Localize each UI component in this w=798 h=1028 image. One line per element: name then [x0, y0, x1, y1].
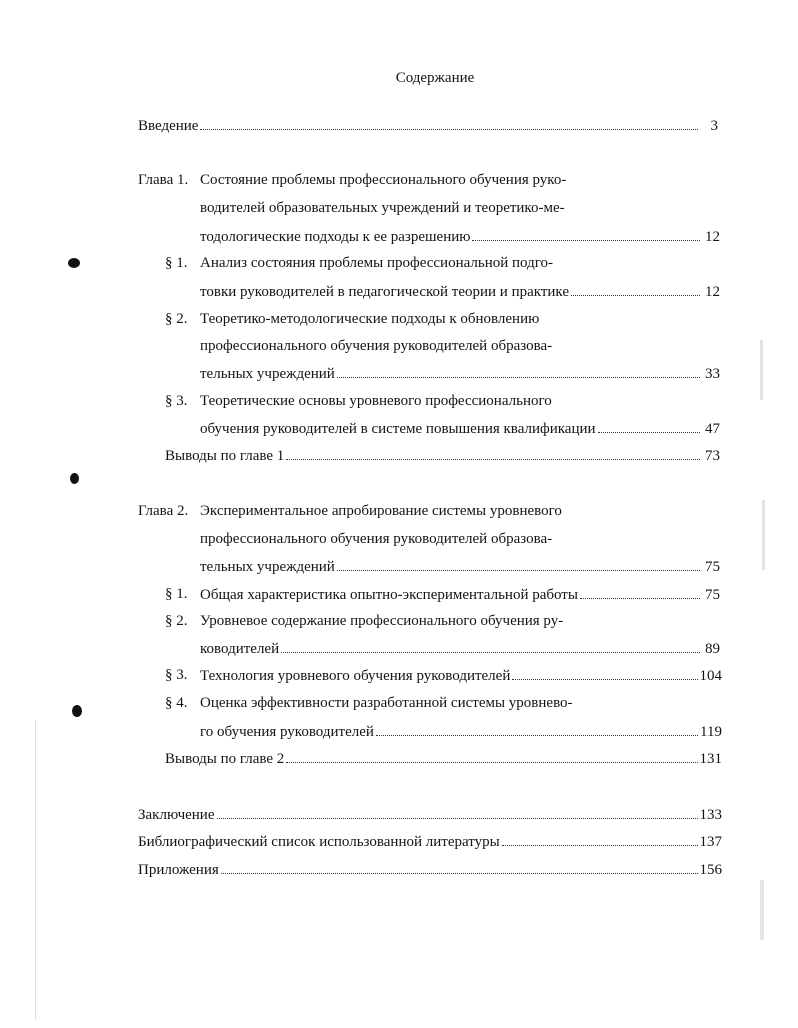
- section-title-line: Общая характеристика опытно-экспериментальной работы: [200, 587, 578, 603]
- leader-dots: [217, 804, 698, 819]
- toc-entry-page: 89: [705, 641, 720, 657]
- chapter-title-line: тодологические подходы к ее разрешению: [200, 229, 471, 245]
- toc-entry-conclusion: [165, 445, 720, 465]
- toc-entry-intro: [138, 115, 718, 135]
- leader-dots: [200, 115, 698, 130]
- section-number: § 1.: [165, 586, 188, 602]
- section-title-line: Анализ состояния проблемы профессиональной подго-: [200, 255, 554, 271]
- leader-dots: [598, 418, 700, 433]
- leader-dots: [472, 226, 700, 241]
- toc-entry-section: [200, 363, 720, 383]
- section-number: § 2.: [165, 311, 188, 327]
- section-number: § 3.: [165, 393, 188, 409]
- section-title-line: Технология уровневого обучения руководителей: [200, 668, 511, 684]
- chapter-title-line: водителей образовательных учреждений и теоретико-ме-: [200, 200, 565, 216]
- toc-entry-conclusion: [165, 748, 722, 768]
- toc-entry-text: Выводы по главе 1: [165, 448, 285, 464]
- scan-noise: [762, 500, 765, 570]
- section-number: § 3.: [165, 667, 188, 683]
- page-title: Содержание: [395, 70, 475, 86]
- ink-blot: [68, 258, 80, 268]
- toc-entry-text: Выводы по главе 2: [165, 751, 285, 767]
- toc-entry-section: [200, 418, 720, 438]
- toc-entry-section: [200, 584, 720, 604]
- toc-entry-section: [200, 281, 720, 301]
- toc-entry-appendix: [138, 859, 722, 879]
- ink-blot: [72, 705, 82, 717]
- toc-entry-section: [200, 638, 720, 658]
- toc-entry-page: 75: [705, 559, 720, 575]
- section-number: § 2.: [165, 613, 188, 629]
- toc-entry-text: Библиографический список использованной литературы: [138, 834, 500, 850]
- toc-entry-section: [200, 665, 722, 685]
- leader-dots: [512, 665, 697, 680]
- toc-entry-text: Заключение: [138, 807, 215, 823]
- toc-entry-page: 33: [705, 366, 720, 382]
- section-title-line: обучения руководителей в системе повышения квалификации: [200, 421, 596, 437]
- toc-entry-page: 47: [705, 421, 720, 437]
- section-title-line: Оценка эффективности разработанной системы уровнево-: [200, 695, 573, 711]
- toc-entry-text: Введение: [138, 118, 199, 134]
- section-title-line: товки руководителей в педагогической теории и практике: [200, 284, 570, 300]
- toc-entry-page: 3: [710, 118, 718, 134]
- toc-entry-page: 131: [699, 751, 722, 767]
- toc-entry-page: 104: [699, 668, 722, 684]
- chapter-title-line: Состояние проблемы профессионального обучения руко-: [200, 172, 567, 188]
- leader-dots: [286, 748, 697, 763]
- ink-blot: [70, 473, 79, 484]
- leader-dots: [502, 831, 698, 846]
- toc-entry-page: 12: [705, 284, 720, 300]
- section-title-line: Теоретические основы уровневого профессионального: [200, 393, 552, 409]
- section-title-line: тельных учреждений: [200, 366, 335, 382]
- toc-entry-bibliography: [138, 831, 722, 851]
- toc-entry-page: 73: [705, 448, 720, 464]
- toc-entry-section: [200, 721, 722, 741]
- leader-dots: [221, 859, 698, 874]
- chapter-number: Глава 2.: [138, 503, 189, 519]
- toc-entry-page: 75: [705, 587, 720, 603]
- toc-entry-text: Приложения: [138, 862, 219, 878]
- chapter-number: Глава 1.: [138, 172, 189, 188]
- leader-dots: [571, 281, 700, 296]
- toc-entry-chapter1: [200, 226, 720, 246]
- toc-entry-page: 12: [705, 229, 720, 245]
- leader-dots: [337, 556, 700, 571]
- scan-noise: [760, 880, 764, 940]
- section-title-line: Теоретико-методологические подходы к обновлению: [200, 311, 540, 327]
- toc-entry-closing: [138, 804, 722, 824]
- toc-entry-page: 119: [700, 724, 722, 740]
- toc-entry-chapter2: [200, 556, 720, 576]
- leader-dots: [580, 584, 700, 599]
- chapter-title-line: профессионального обучения руководителей образова-: [200, 531, 553, 547]
- toc-entry-page: 156: [699, 862, 722, 878]
- leader-dots: [376, 721, 698, 736]
- section-title-line: профессионального обучения руководителей образова-: [200, 338, 553, 354]
- section-title-line: ководителей: [200, 641, 280, 657]
- scan-line: [35, 720, 36, 1020]
- chapter-title-line: тельных учреждений: [200, 559, 335, 575]
- leader-dots: [281, 638, 700, 653]
- section-number: § 1.: [165, 255, 188, 271]
- section-number: § 4.: [165, 695, 188, 711]
- section-title-line: го обучения руководителей: [200, 724, 374, 740]
- scan-noise: [760, 340, 763, 400]
- toc-entry-page: 137: [699, 834, 722, 850]
- leader-dots: [286, 445, 700, 460]
- toc-entry-page: 133: [699, 807, 722, 823]
- section-title-line: Уровневое содержание профессионального обучения ру-: [200, 613, 564, 629]
- leader-dots: [337, 363, 700, 378]
- chapter-title-line: Экспериментальное апробирование системы уровневого: [200, 503, 562, 519]
